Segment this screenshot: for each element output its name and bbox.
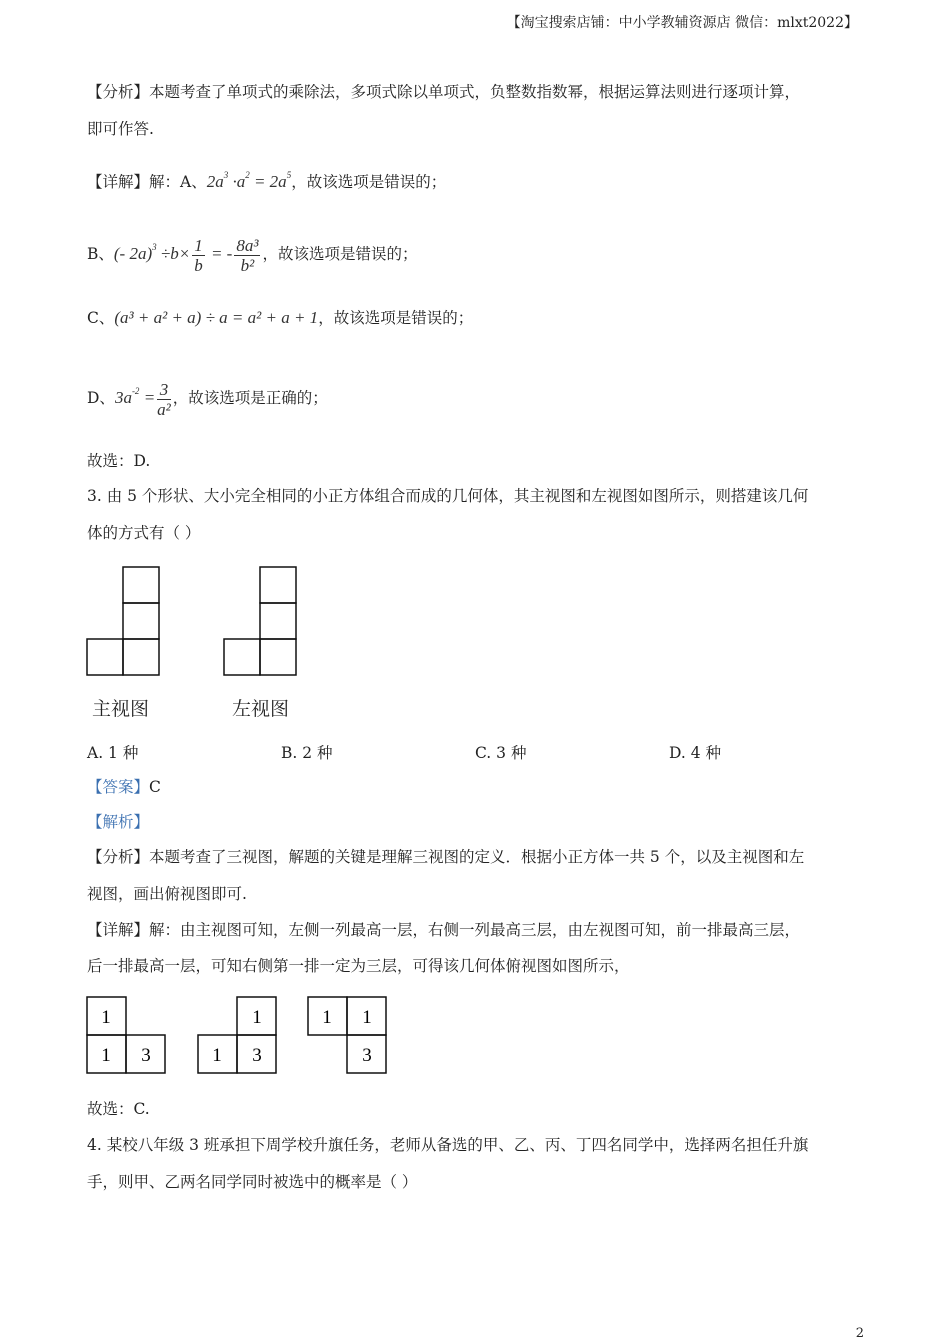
header-watermark: 【淘宝搜索店铺：中小学教辅资源店 微信：mlxt2022】 xyxy=(506,15,858,31)
q2-analysis: 【分析】本题考查了单项式的乘除法，多项式除以单项式，负整数指数幂，根据运算法则进行逐项计算， xyxy=(87,83,801,101)
option-b: B. 2 种 xyxy=(281,744,333,762)
front-view-figure xyxy=(86,566,162,676)
expr-b: (- 2a)$^3$ ÷b× xyxy=(113,242,191,263)
expr-d: $3a^{-2}$ = xyxy=(114,386,156,407)
frac-d: $\frac{3}{\text{a²}}$ xyxy=(157,379,171,419)
left-view-label: 左视图 xyxy=(232,698,290,720)
cell-value: 1 xyxy=(212,1045,222,1066)
cell-value: 1 xyxy=(322,1007,332,1028)
cell-value: 3 xyxy=(252,1045,262,1066)
q3-stem-line1: 3. 由 5 个形状、大小完全相同的小正方体组合而成的几何体，其主视图和左视图如图所示，则搭建该几何 xyxy=(87,487,809,505)
q2-option-c-detail xyxy=(87,308,473,328)
cell-value: 1 xyxy=(252,1007,262,1028)
q4-stem-line1: 4. 某校八年级 3 班承担下周学校升旗任务，老师从备选的甲、乙、丙、丁四名同学中，选择两名担任升旗 xyxy=(87,1136,809,1154)
left-view-figure xyxy=(223,566,299,676)
q3-analysis-header: 【解析】 xyxy=(87,813,150,831)
label-c: C、 xyxy=(87,309,115,327)
option-c: C. 3 种 xyxy=(475,744,527,762)
cell-value: 3 xyxy=(141,1045,151,1066)
q2-option-a-detail xyxy=(87,165,446,192)
page-number: 2 xyxy=(855,1326,864,1341)
answer-label: 【答案】 xyxy=(87,778,150,796)
frac-b1: $\frac{1}{b}$ xyxy=(194,235,203,275)
q3-detail-line2: 后一排最高一层，可知右侧第一排一定为三层，可得该几何体俯视图如图所示， xyxy=(87,957,630,975)
cell-value: 1 xyxy=(101,1045,111,1066)
q3-analysis-line1: 【分析】本题考查了三视图，解题的关键是理解三视图的定义．根据小正方体一共 5 个，以及主视图和左 xyxy=(87,848,805,866)
q3-detail-line1: 【详解】解：由主视图可知，左侧一列最高一层，右侧一列最高三层，由左视图可知，前一排最高三层， xyxy=(87,921,801,939)
q3-analysis-line2: 视图，画出俯视图即可. xyxy=(87,885,247,903)
suffix-c: ，故该选项是错误的； xyxy=(318,309,474,327)
answer-value: C xyxy=(149,778,161,796)
option-a: A. 1 种 xyxy=(87,744,139,762)
cell-value: 1 xyxy=(362,1007,372,1028)
q2-choice: 故选：D. xyxy=(87,452,151,470)
expr-c: (a³ + a² + a) ÷ a = a² + a + 1 xyxy=(114,308,319,327)
suffix-d: ，故该选项是正确的； xyxy=(172,389,328,407)
q3-choice: 故选：C. xyxy=(87,1100,150,1118)
q2-analysis-cont: 即可作答. xyxy=(87,120,154,138)
top-view-1 xyxy=(86,996,168,1076)
detail-prefix: 【详解】解：A、 xyxy=(87,173,207,191)
expr-a: $2a^3 \cdot a^2 = 2a^5$ xyxy=(206,170,292,191)
q2-option-d-detail xyxy=(87,368,328,421)
suffix-b: ，故该选项是错误的； xyxy=(262,245,418,263)
q2-option-b-detail xyxy=(87,224,417,277)
q3-answer xyxy=(87,777,161,797)
option-d: D. 4 种 xyxy=(669,744,722,762)
label-b: B、 xyxy=(87,245,114,263)
top-view-2 xyxy=(197,996,279,1076)
top-view-3 xyxy=(307,996,389,1076)
q3-stem-line2: 体的方式有（ ） xyxy=(87,524,201,542)
label-d: D、 xyxy=(87,389,115,407)
eq-b: = - xyxy=(206,244,233,263)
q4-stem-line2: 手，则甲、乙两名同学同时被选中的概率是（ ） xyxy=(87,1173,418,1191)
suffix-a: ，故该选项是错误的； xyxy=(291,173,447,191)
frac-b2: $\frac{\text{8a³}}{\text{b²}}$ xyxy=(236,235,259,275)
front-view-label: 主视图 xyxy=(92,698,150,720)
cell-value: 1 xyxy=(101,1007,111,1028)
cell-value: 3 xyxy=(362,1045,372,1066)
